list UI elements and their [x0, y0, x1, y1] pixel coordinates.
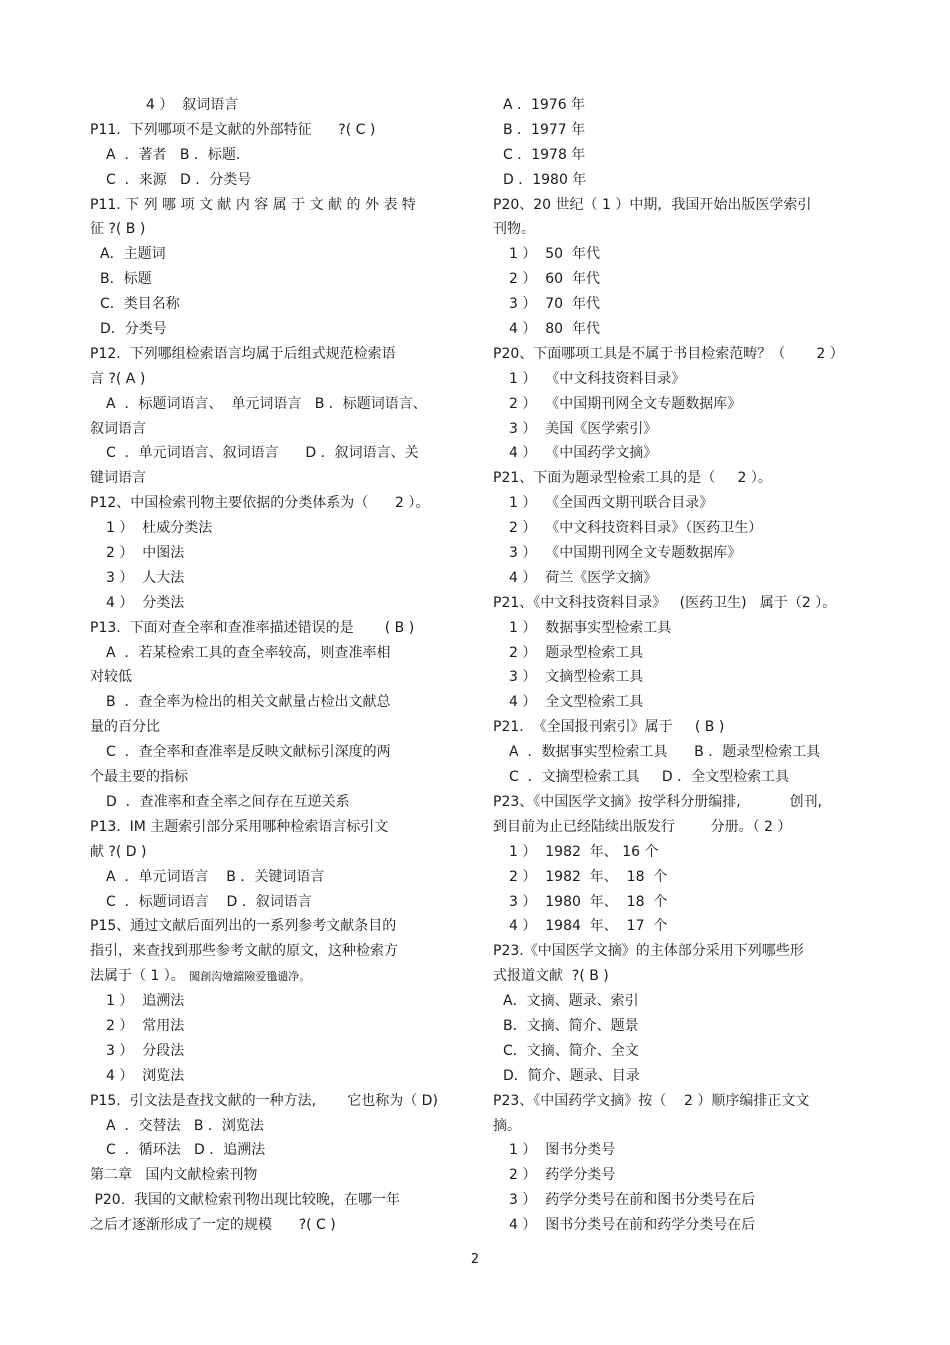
option-line: C ．查全率和查准率是反映文献标引深度的两 [106, 744, 391, 761]
option-line: C ．来源 D ．分类号 [106, 171, 252, 188]
question-line: P13. IM 主题索引部分采用哪种检索语言标引文 [90, 818, 389, 835]
option-line: 3 ） 分段法 [106, 1042, 185, 1059]
option-line: C ．循环法 D ．追溯法 [106, 1142, 266, 1159]
question-line: 摘。 [493, 1117, 521, 1134]
question-line [90, 964, 460, 989]
option-line: 2 ） 药学分类号 [509, 1167, 616, 1184]
option-line: 1 ） 追溯法 [106, 993, 185, 1010]
question-line: P13. 下面对查全率和查准率描述错误的是 ( B ) [90, 619, 415, 636]
option-line: 叙词语言 [90, 420, 146, 437]
question-line: P12. 下列哪组检索语言均属于后组式规范检索语 [90, 345, 396, 362]
question-line: P23.《中国医学文摘》的主体部分采用下列哪些形 [493, 943, 804, 960]
option-line: 个最主要的指标 [90, 769, 188, 786]
question-line: 征 ?( B ) [90, 221, 146, 238]
question-line: P20、下面哪项工具是不属于书目检索范畴？（ 2 ） [493, 345, 844, 362]
option-line: C ．单元词语言、叙词语言 D ．叙词语言、关 [106, 445, 419, 462]
option-line: D．简介、题录、目录 [503, 1067, 640, 1084]
question-line: P15. 引文法是查找文献的一种方法, 它也称为（ D) [90, 1092, 438, 1109]
right-column [493, 93, 873, 1238]
option-line: B．文摘、简介、题景 [503, 1017, 639, 1034]
text-line: 4 ） 叙词语言 [146, 97, 239, 113]
option-line: 4 ） 80 年代 [509, 321, 600, 338]
option-line: C ．1978 年 [503, 146, 586, 163]
option-line: 2 ） 60 年代 [509, 271, 600, 288]
option-line: 1 ） 《中文科技资料目录》 [509, 370, 686, 387]
option-line: D ．查准率和查全率之间存在互逆关系 [106, 793, 350, 810]
option-line: A ．数据事实型检索工具 B ．题录型检索工具 [509, 744, 821, 761]
option-line: A ．若某检索工具的查全率较高，则查准率相 [106, 644, 391, 661]
option-line: A ．标题词语言、 单元词语言 B ．标题词语言、 [106, 395, 427, 412]
option-line: 4 ） 荷兰《医学文摘》 [509, 569, 658, 586]
option-line: 3 ） 药学分类号在前和图书分类号在后 [509, 1192, 756, 1209]
option-line: C．文摘、简介、全文 [503, 1042, 639, 1059]
option-line: 4 ） 图书分类号在前和药学分类号在后 [509, 1217, 756, 1234]
option-line: 1 ） 50 年代 [509, 246, 600, 263]
option-line: D．分类号 [100, 321, 167, 338]
option-line: C ．标题词语言 D ．叙词语言 [106, 893, 312, 910]
option-line: 4 ） 《中国药学文摘》 [509, 445, 658, 462]
option-line: B ．1977 年 [503, 121, 586, 138]
option-line: C ．文摘型检索工具 D ．全文型检索工具 [509, 769, 790, 786]
option-line: 键词语言 [90, 470, 146, 487]
option-line: 2 ） 题录型检索工具 [509, 644, 644, 661]
question-line: 言 ?( A ) [90, 370, 146, 387]
option-line: A ．1976 年 [503, 97, 586, 113]
question-line: P23、《中国医学文摘》按学科分册编排, 创刊, [493, 793, 823, 810]
option-line: 2 ） 1982 年、 18 个 [509, 868, 668, 885]
option-line: 1 ） 1982 年、 16 个 [509, 843, 659, 860]
option-line: A．主题词 [100, 246, 166, 263]
option-line: 2 ） 常用法 [106, 1017, 185, 1034]
option-line: 2 ） 《中国期刊网全文专题数据库》 [509, 395, 742, 412]
option-line: B．标题 [100, 271, 152, 288]
page-number: 2 [470, 1252, 480, 1267]
option-line: 3 ） 70 年代 [509, 296, 600, 313]
question-line: P11. 下列哪项不是文献的外部特征 ?( C ) [90, 121, 376, 138]
question-line: 刊物。 [493, 221, 535, 238]
question-line: P21、下面为题录型检索工具的是（ 2 ）。 [493, 470, 772, 487]
question-line: 指引，来查找到那些参考文献的原文，这种检索方 [90, 943, 398, 960]
question-line: P15、通过文献后面列出的一系列参考文献条目的 [90, 918, 397, 935]
option-line: 对较低 [90, 669, 132, 686]
question-line: P23、《中国药学文摘》按（ 2 ）顺序编排正文文 [493, 1092, 810, 1109]
question-line: 之后才逐渐形成了一定的规模 ?( C ) [90, 1217, 336, 1234]
question-text: 法属于（ 1 ）。 [90, 968, 185, 985]
option-line: C．类目名称 [100, 296, 180, 313]
option-line: 3 ） 美国《医学索引》 [509, 420, 658, 437]
option-line: 3 ） 文摘型检索工具 [509, 669, 644, 686]
question-line: P21. 《全国报刊索引》属于 ( B ) [493, 719, 725, 736]
question-line: P21、《中文科技资料目录》 (医药卫生) 属于（2 ）。 [493, 594, 837, 611]
option-line: 3 ） 人大法 [106, 569, 185, 586]
option-line: 4 ） 全文型检索工具 [509, 694, 644, 711]
option-line: 3 ） 1980 年、 18 个 [509, 893, 668, 910]
option-line: 2 ） 中图法 [106, 545, 185, 562]
option-line: A ．单元词语言 B ．关键词语言 [106, 868, 325, 885]
option-line: 量的百分比 [90, 719, 160, 736]
option-line: A．文摘、题录、索引 [503, 993, 639, 1010]
option-line: 1 ） 《全国西文期刊联合目录》 [509, 495, 714, 512]
question-line: P11. 下 列 哪 项 文 献 内 容 属 于 文 献 的 外 表 特 [90, 196, 416, 213]
question-line: P20、20 世纪（ 1 ）中期，我国开始出版医学索引 [493, 196, 812, 213]
option-line: 3 ） 《中国期刊网全文专题数据库》 [509, 545, 742, 562]
question-line: 献 ?( D ) [90, 843, 147, 860]
question-line: P20. 我国的文献检索刊物出现比较晚，在哪一年 [90, 1192, 401, 1209]
question-line: 到目前为止已经陆续出版发行 分册。（ 2 ） [493, 818, 792, 835]
question-line: P12、中国检索刊物主要依据的分类体系为（ 2 ）。 [90, 495, 430, 512]
garbled-note: 闖創沟燴鐺險爱氇谴净。 [189, 970, 311, 984]
option-line: 4 ） 分类法 [106, 594, 185, 611]
option-line: 1 ） 杜威分类法 [106, 520, 213, 537]
option-line: 4 ） 浏览法 [106, 1067, 185, 1084]
left-column [90, 93, 460, 1238]
option-line: 1 ） 图书分类号 [509, 1142, 616, 1159]
chapter-heading: 第二章 国内文献检索刊物 [90, 1167, 258, 1184]
option-line: B ．查全率为检出的相关文献量占检出文献总 [106, 694, 391, 711]
question-line: 式报道文献 ?( B ) [493, 968, 609, 985]
option-line: A ．交替法 B ．浏览法 [106, 1117, 264, 1134]
option-line: 4 ） 1984 年、 17 个 [509, 918, 668, 935]
option-line: 1 ） 数据事实型检索工具 [509, 619, 672, 636]
option-line: D ．1980 年 [503, 171, 587, 188]
option-line: A ．著者 B ．标题. [106, 146, 241, 163]
option-line: 2 ） 《中文科技资料目录》（医药卫生） [509, 520, 763, 537]
